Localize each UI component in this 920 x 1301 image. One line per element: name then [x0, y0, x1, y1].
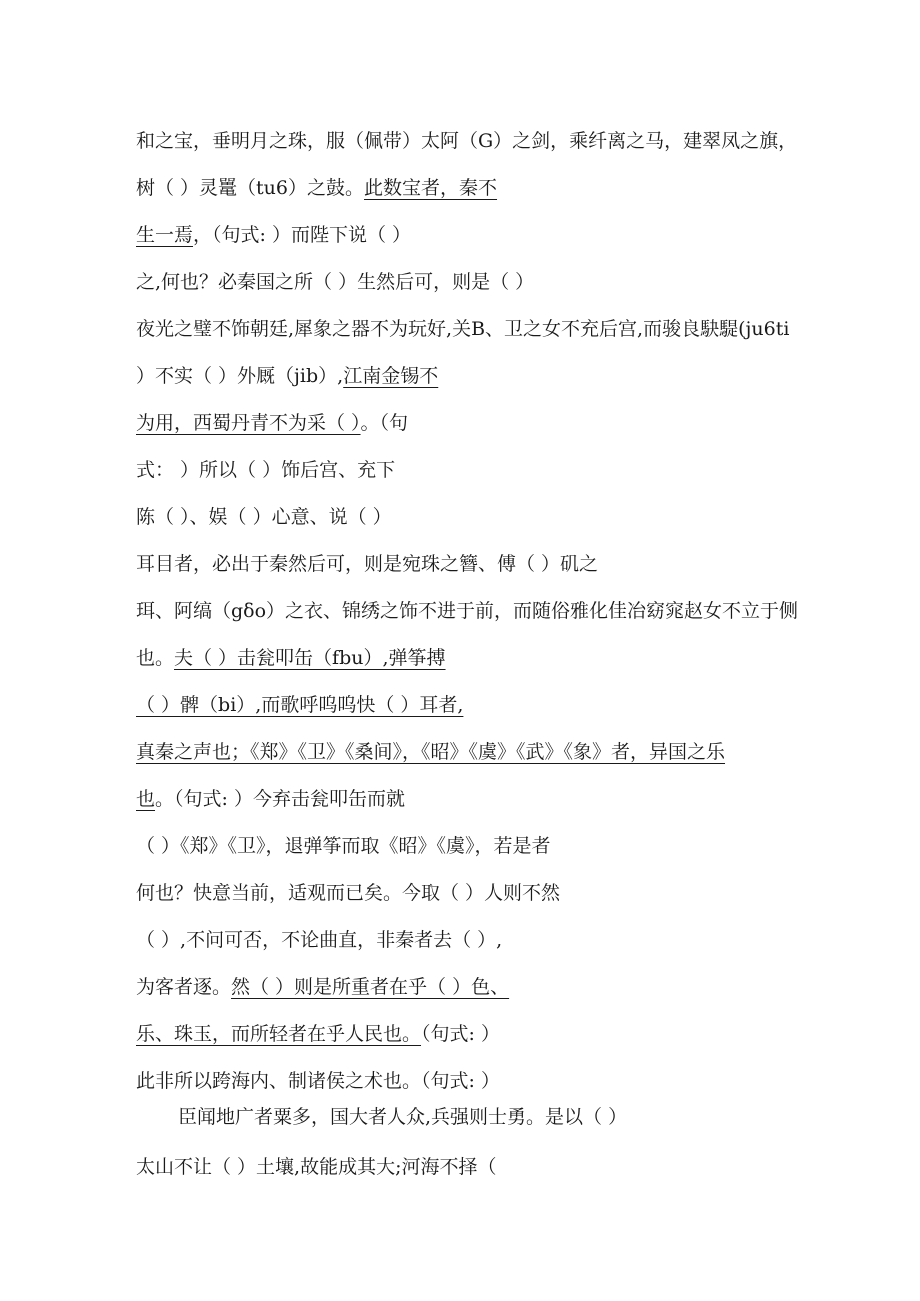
- line-4-text: 之,何也？必秦国之所（ ）生然后可，则是（ ）: [136, 271, 535, 293]
- text-line-23: [136, 1154, 496, 1180]
- line-9-text: 陈（ ）、娱（ ）心意、说（ ）: [136, 506, 392, 528]
- line-8-text: 式： ）所以（ ）饰后宫、充下: [136, 459, 396, 481]
- text-line-11: [136, 598, 798, 624]
- line-1-text: 和之宝，垂明月之珠，服（佩带）太阿（G）之剑，乘纤离之马，建翠凤之旗，: [136, 130, 798, 152]
- line-7-underlined: 为用，西蜀丹青不为采（ ）: [136, 412, 361, 434]
- text-line-9: [136, 504, 392, 530]
- text-line-3: [136, 222, 411, 248]
- line-19-underlined: 然（ ）则是所重者在乎（ ）色、: [231, 976, 510, 998]
- text-line-7: [136, 410, 408, 436]
- text-line-22: [178, 1104, 627, 1130]
- line-18-text: （ ）,不问可否，不论曲直，非秦者去（ ）,: [136, 929, 503, 951]
- text-line-19: [136, 974, 509, 1000]
- line-11-text: 珥、阿缟（gδo）之衣、锦绣之饰不进于前，而随俗雅化佳冶窈窕赵女不立于侧: [136, 600, 799, 622]
- text-line-5: [136, 316, 789, 342]
- line-12-underlined: 夫（ ）击瓮叩缶（fbu）,弹筝搏: [174, 647, 446, 669]
- line-2-underlined: 此数宝者，秦不: [364, 177, 498, 199]
- line-22-text: 臣闻地广者粟多，国大者人众,兵强则士勇。是以（ ）: [178, 1106, 628, 1128]
- line-15-text: 。（句式: ）今弃击瓮叩缶而就: [155, 788, 405, 810]
- text-line-4: [136, 269, 534, 295]
- text-line-10: [136, 551, 598, 577]
- text-line-18: [136, 927, 502, 953]
- line-16-text: （ ）《郑》《卫》，退弹筝而取《昭》《虞》，若是者: [136, 835, 551, 857]
- line-6-text: ）不实（ ）外厩（jib）,: [136, 365, 344, 387]
- line-17-text: 何也？快意当前，适观而已矣。今取（ ）人则不然: [136, 882, 561, 904]
- line-20-text: （句式: ）: [421, 1023, 500, 1045]
- text-line-14: [136, 739, 725, 765]
- text-line-21: [136, 1068, 500, 1094]
- text-line-20: [136, 1021, 500, 1047]
- line-21-text: 此非所以跨海内、制诸侯之术也。（句式: ）: [136, 1070, 500, 1092]
- text-line-15: [136, 786, 405, 812]
- line-14-underlined: 真秦之声也；《郑》《卫》《桑间》，《昭》《虞》《武》《象》者，异国之乐: [136, 741, 726, 763]
- line-20-underlined: 乐、珠玉，而所轻者在乎人民也。: [136, 1023, 422, 1045]
- line-10-text: 耳目者，必出于秦然后可，则是宛珠之簪、傅（ ）矶之: [136, 553, 599, 575]
- line-3-underlined: 生一焉: [136, 224, 194, 246]
- line-3-text: ，（句式: ）而陛下说（ ）: [193, 224, 411, 246]
- line-19-text: 为客者逐。: [136, 976, 232, 998]
- text-line-2: [136, 175, 497, 201]
- line-12-text: 也。: [136, 647, 175, 669]
- line-13-underlined: （ ）髀（bi）,而歌呼呜呜快（ ）耳者,: [136, 694, 464, 716]
- text-line-1: [136, 128, 797, 154]
- text-line-8: [136, 457, 395, 483]
- line-7-text: 。（句: [360, 412, 409, 434]
- text-line-17: [136, 880, 560, 906]
- text-line-13: [136, 692, 463, 718]
- text-line-16: [136, 833, 551, 859]
- line-23-text: 太山不让（ ）土壤,故能成其大;河海不择（: [136, 1156, 497, 1178]
- line-6-underlined: 江南金锡不: [343, 365, 439, 387]
- line-5-text: 夜光之璧不饰朝廷,犀象之器不为玩好,关B、卫之女不充后宫,而骏良駃騠(ju6ti: [136, 318, 790, 340]
- line-2-text: 树（ ）灵鼍（tu6）之鼓。: [136, 177, 365, 199]
- text-line-6: [136, 363, 438, 389]
- text-line-12: [136, 645, 446, 671]
- line-15-underlined: 也: [136, 788, 156, 810]
